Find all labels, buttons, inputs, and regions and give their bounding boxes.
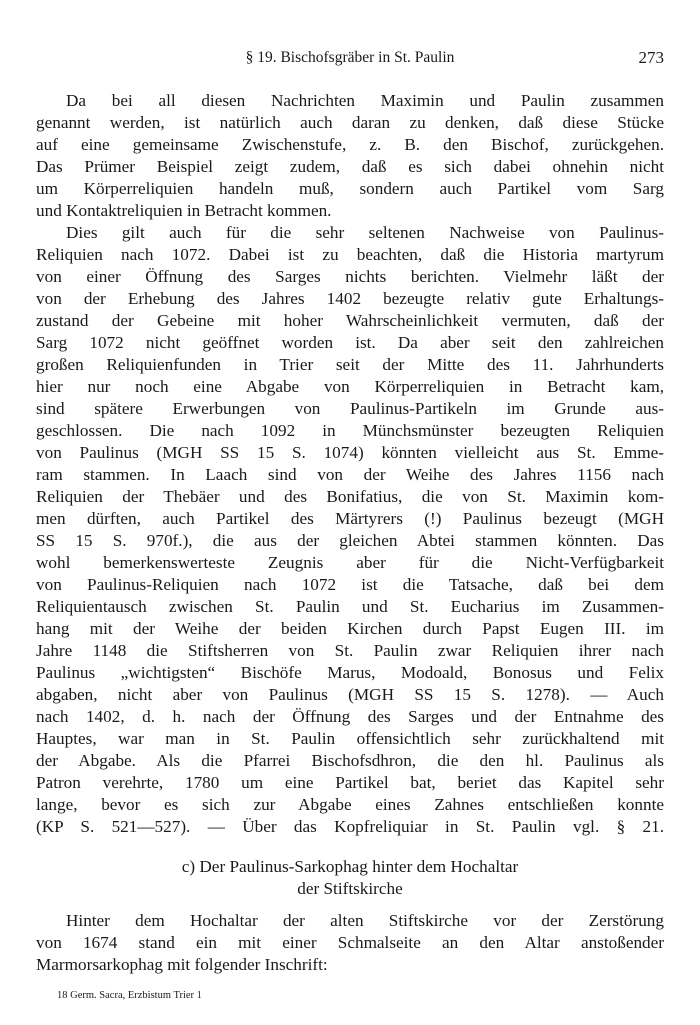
text-line: Reliquien der Thebäer und des Bonifatius, die von St. Maximin kom- <box>36 487 664 506</box>
text-line: Jahre 1148 die Stiftsherren von St. Paulin zwar Reliquien ihrer nach <box>36 641 664 660</box>
text-line: sind spätere Erwerbungen von Paulinus-Partikeln im Grunde aus- <box>36 399 664 418</box>
text-line: der Abgabe. Als die Pfarrei Bischofsdhron, die den hl. Paulinus als <box>36 751 664 770</box>
text-line: auf eine gemeinsame Zwischenstufe, z. B. den Bischof, zurückgehen. <box>36 135 664 154</box>
text-line: von einer Öffnung des Sarges nichts berichten. Vielmehr läßt der <box>36 267 664 286</box>
text-line: hang mit der Weihe der beiden Kirchen durch Papst Eugen III. im <box>36 619 664 638</box>
text-line: nach 1402, d. h. nach der Öffnung des Sarges und der Entnahme des <box>36 707 664 726</box>
text-line: von Paulinus-Reliquien nach 1072 ist die Tatsache, daß bei dem <box>36 575 664 594</box>
text-line: Reliquientausch zwischen St. Paulin und St. Eucharius im Zusammen- <box>36 597 664 616</box>
text-line: geschlossen. Die nach 1092 in Münchsmünster bezeugten Reliquien <box>36 421 664 440</box>
text-line: Paulinus „wichtigsten“ Bischöfe Marus, Modoald, Bonosus und Felix <box>36 663 664 682</box>
text-line: Reliquien nach 1072. Dabei ist zu beachten, daß die Historia martyrum <box>36 245 664 264</box>
text-line: zustand der Gebeine mit hoher Wahrscheinlichkeit vermuten, daß der <box>36 311 664 330</box>
text-line: von 1674 stand ein mit einer Schmalseite an den Altar anstoßender <box>36 933 664 952</box>
signature-line: 18 Germ. Sacra, Erzbistum Trier 1 <box>57 990 202 1001</box>
text-line: wohl bemerkenswerteste Zeugnis aber für die Nicht-Verfügbarkeit <box>36 553 664 572</box>
text-line: Marmorsarkophag mit folgender Inschrift: <box>36 955 328 974</box>
text-line: men dürften, auch Partikel des Märtyrers (!) Paulinus bezeugt (MGH <box>36 509 664 528</box>
text-line: um Körperreliquien handeln muß, sondern auch Partikel vom Sarg <box>36 179 664 198</box>
text-line: Patron verehrte, 1780 um eine Partikel bat, beriet das Kapitel sehr <box>36 773 664 792</box>
text-line: Hauptes, war man in St. Paulin offensichtlich sehr zurückhaltend mit <box>36 729 664 748</box>
text-line: von Paulinus (MGH SS 15 S. 1074) könnten vielleicht aus St. Emme- <box>36 443 664 462</box>
section-heading-line: c) Der Paulinus-Sarkophag hinter dem Hochaltar <box>181 857 519 876</box>
text-line: Dies gilt auch für die sehr seltenen Nachweise von Paulinus- <box>66 223 664 242</box>
text-line: von der Erhebung des Jahres 1402 bezeugte relativ gute Erhaltungs- <box>36 289 664 308</box>
text-line: lange, bevor es sich zur Abgabe eines Zahnes entschließen konnte <box>36 795 664 814</box>
text-line: abgaben, nicht aber von Paulinus (MGH SS 15 S. 1278). — Auch <box>36 685 664 704</box>
text-line: Da bei all diesen Nachrichten Maximin und Paulin zusammen <box>66 91 664 110</box>
text-line: Das Prümer Beispiel zeigt zudem, daß es sich dabei ohnehin nicht <box>36 157 664 176</box>
text-line: Hinter dem Hochaltar der alten Stiftskirche vor der Zerstörung <box>66 911 664 930</box>
text-line: (KP S. 521—527). — Über das Kopfreliquiar in St. Paulin vgl. § 21. <box>36 817 664 836</box>
text-line: ram stammen. In Laach sind von der Weihe des Jahres 1156 nach <box>36 465 664 484</box>
text-line: großen Reliquienfunden in Trier seit der Mitte des 11. Jahrhunderts <box>36 355 664 374</box>
running-head <box>36 47 664 71</box>
running-head-title: § 19. Bischofsgräber in St. Paulin <box>245 49 455 66</box>
text-line: SS 15 S. 970f.), die aus der gleichen Abtei stammen könnten. Das <box>36 531 664 550</box>
section-heading-line: der Stiftskirche <box>297 879 403 898</box>
page-number: 273 <box>638 48 664 67</box>
text-line: und Kontaktreliquien in Betracht kommen. <box>36 201 332 220</box>
text-line: hier nur noch eine Abgabe von Körperreliquien in Betracht kam, <box>36 377 664 396</box>
text-line: genannt werden, ist natürlich auch daran zu denken, daß diese Stücke <box>36 113 664 132</box>
text-line: Sarg 1072 nicht geöffnet worden ist. Da aber seit den zahlreichen <box>36 333 664 352</box>
